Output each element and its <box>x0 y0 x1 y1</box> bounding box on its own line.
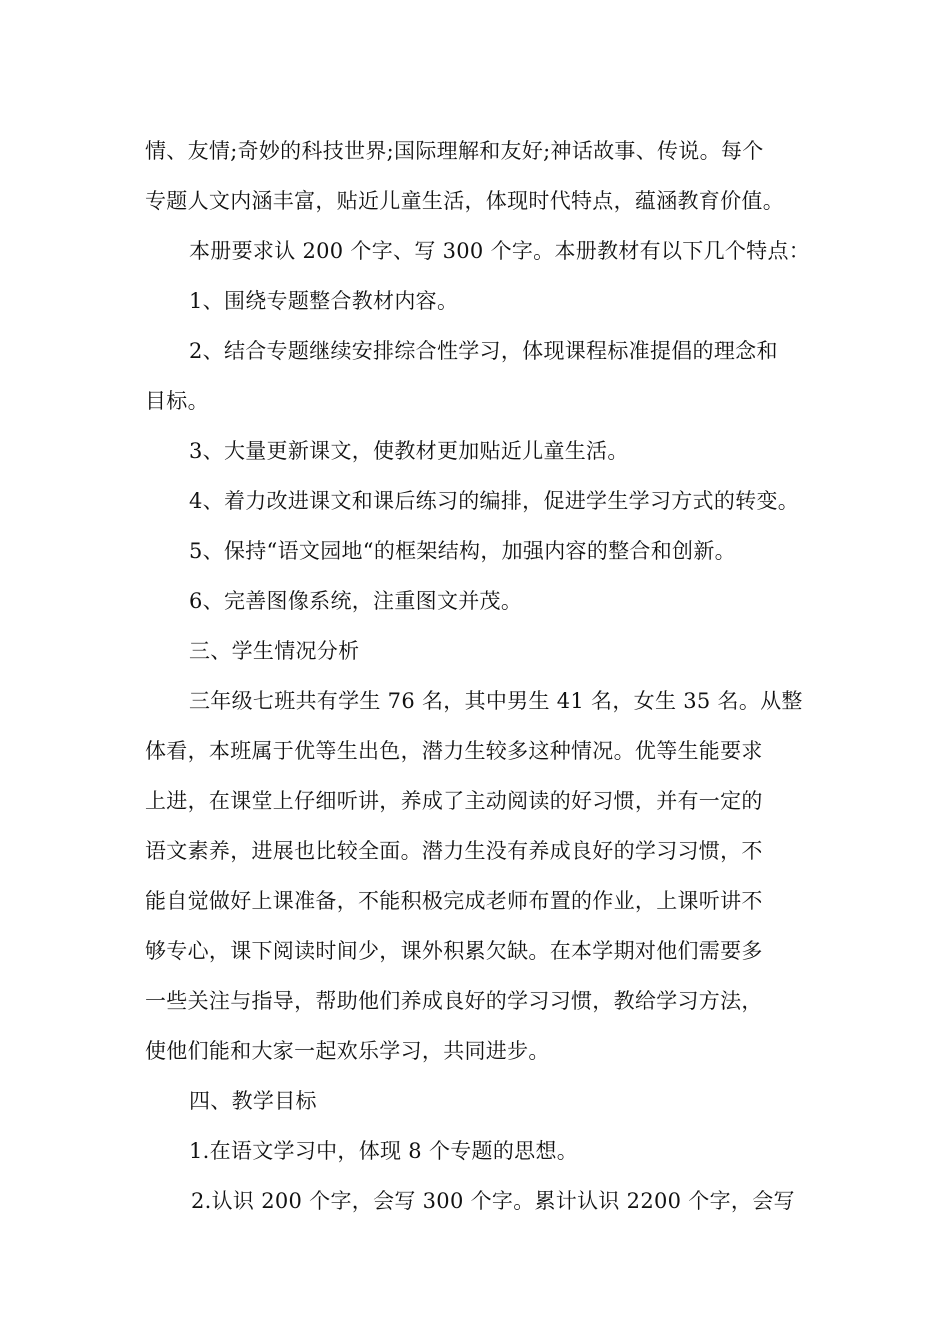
list-item: 1、围绕专题整合教材内容。 <box>189 289 459 313</box>
text-line: 本册要求认 200 个字、写 300 个字。本册教材有以下几个特点： <box>189 239 811 263</box>
list-item: 2.认识 200 个字，会写 300 个字。累计认识 2200 个字，会写 <box>191 1189 795 1213</box>
list-item: 2、结合专题继续安排综合性学习，体现课程标准提倡的理念和 <box>189 339 778 363</box>
text-line: 能自觉做好上课准备，不能积极完成老师布置的作业，上课听讲不 <box>145 889 763 913</box>
section-heading: 四、教学目标 <box>189 1089 317 1113</box>
text-line: 体看，本班属于优等生出色，潜力生较多这种情况。优等生能要求 <box>145 739 763 763</box>
section-heading: 三、学生情况分析 <box>189 639 360 663</box>
text-line: 目标。 <box>145 389 209 413</box>
text-line: 上进，在课堂上仔细听讲，养成了主动阅读的好习惯，并有一定的 <box>145 789 763 813</box>
text-line: 使他们能和大家一起欢乐学习，共同进步。 <box>145 1039 550 1063</box>
list-item: 4、着力改进课文和课后练习的编排，促进学生学习方式的转变。 <box>189 489 800 513</box>
text-line: 专题人文内涵丰富，贴近儿童生活，体现时代特点，蕴涵教育价值。 <box>145 189 784 213</box>
text-line: 语文素养，进展也比较全面。潜力生没有养成良好的学习习惯，不 <box>145 839 763 863</box>
text-line: 够专心，课下阅读时间少，课外积累欠缺。在本学期对他们需要多 <box>145 939 763 963</box>
list-item: 6、完善图像系统，注重图文并茂。 <box>189 589 523 613</box>
list-item: 1.在语文学习中，体现 8 个专题的思想。 <box>189 1139 579 1163</box>
list-item: 5、保持“语文园地“的框架结构，加强内容的整合和创新。 <box>189 539 736 563</box>
text-line: 情、友情;奇妙的科技世界;国际理解和友好;神话故事、传说。每个 <box>145 139 764 163</box>
list-item: 3、大量更新课文，使教材更加贴近儿童生活。 <box>189 439 629 463</box>
text-line: 一些关注与指导，帮助他们养成良好的学习习惯，教给学习方法， <box>145 989 763 1013</box>
text-line: 三年级七班共有学生 76 名，其中男生 41 名，女生 35 名。从整 <box>189 689 803 713</box>
